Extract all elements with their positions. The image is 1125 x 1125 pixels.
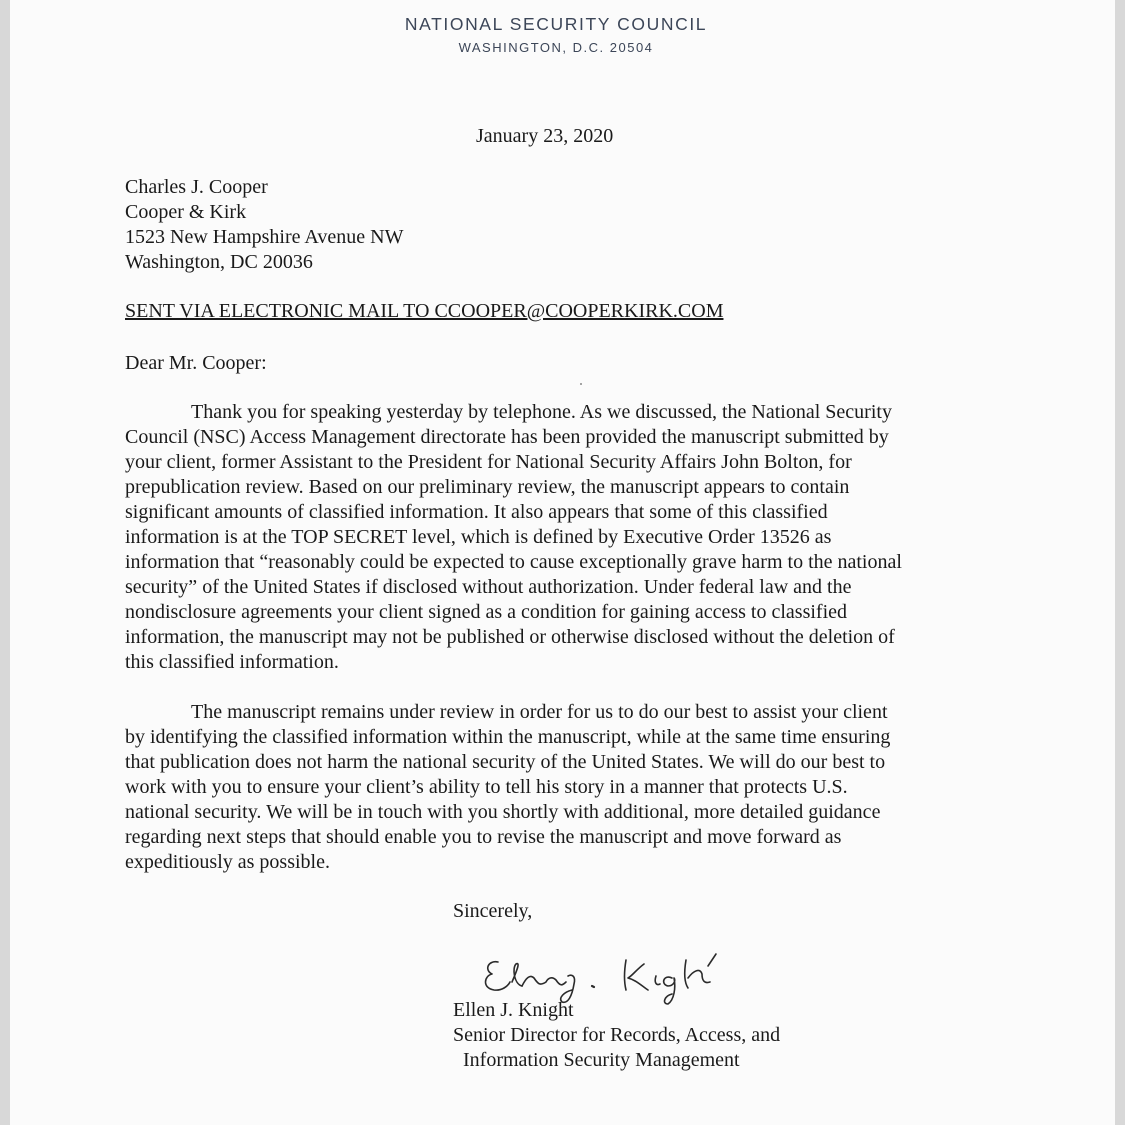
body-line: The manuscript remains under review in order for us to do our best to assist your client: [191, 701, 888, 723]
letterhead-organization: NATIONAL SECURITY COUNCIL: [404, 14, 708, 34]
recipient-line: Cooper & Kirk: [125, 201, 247, 223]
body-line: your client, former Assistant to the President for National Security Affairs John Bolton, for: [125, 451, 852, 473]
body-line: this classified information.: [125, 651, 339, 673]
delivery-note: SENT VIA ELECTRONIC MAIL TO CCOOPER@COOPERKIRK.COM: [125, 300, 724, 322]
body-line: Council (NSC) Access Management directorate has been provided the manuscript submitted by: [125, 426, 889, 448]
recipient-line: 1523 New Hampshire Avenue NW: [125, 226, 404, 248]
signer-title-line-1: Senior Director for Records, Access, and: [453, 1024, 781, 1046]
recipient-line: Washington, DC 20036: [125, 251, 313, 273]
signer-name: Ellen J. Knight: [453, 999, 574, 1021]
signer-block: [453, 998, 780, 1073]
letter-date: January 23, 2020: [476, 125, 614, 147]
body-line: information is at the TOP SECRET level, which is defined by Executive Order 13526 as: [125, 526, 832, 548]
body-line: national security. We will be in touch with you shortly with additional, more detailed guidance: [125, 801, 881, 823]
signer-title-line-2: Information Security Management: [463, 1049, 740, 1071]
body-line: information that “reasonably could be expected to cause exceptionally grave harm to the national: [125, 551, 902, 573]
body-paragraph-1: [125, 400, 902, 675]
recipient-line: Charles J. Cooper: [125, 176, 268, 198]
body-line: work with you to ensure your client’s ability to tell his story in a manner that protects U.S.: [125, 776, 848, 798]
body-line: prepublication review. Based on our preliminary review, the manuscript appears to contain: [125, 476, 850, 498]
recipient-address-block: [125, 175, 403, 275]
letter-page: [10, 0, 1115, 1125]
closing: Sincerely,: [453, 900, 533, 922]
body-line: expeditiously as possible.: [125, 851, 330, 873]
salutation: Dear Mr. Cooper:: [125, 352, 267, 374]
body-line: by identifying the classified information within the manuscript, while at the same time ensuring: [125, 726, 891, 748]
body-paragraph-2: [125, 700, 890, 875]
scan-speck: [580, 383, 582, 385]
letterhead-address: WASHINGTON, D.C. 20504: [458, 40, 654, 55]
body-line: significant amounts of classified information. It also appears that some of this classified: [125, 501, 828, 523]
body-line: security” of the United States if disclosed without authorization. Under federal law and the: [125, 576, 852, 598]
body-line: information, the manuscript may not be published or otherwise disclosed without the deletion of: [125, 626, 895, 648]
body-line: that publication does not harm the national security of the United States. We will do our best to: [125, 751, 886, 773]
body-line: nondisclosure agreements your client signed as a condition for gaining access to classified: [125, 601, 848, 623]
body-line: Thank you for speaking yesterday by telephone. As we discussed, the National Security: [191, 401, 892, 423]
body-line: regarding next steps that should enable you to revise the manuscript and move forward as: [125, 826, 842, 848]
